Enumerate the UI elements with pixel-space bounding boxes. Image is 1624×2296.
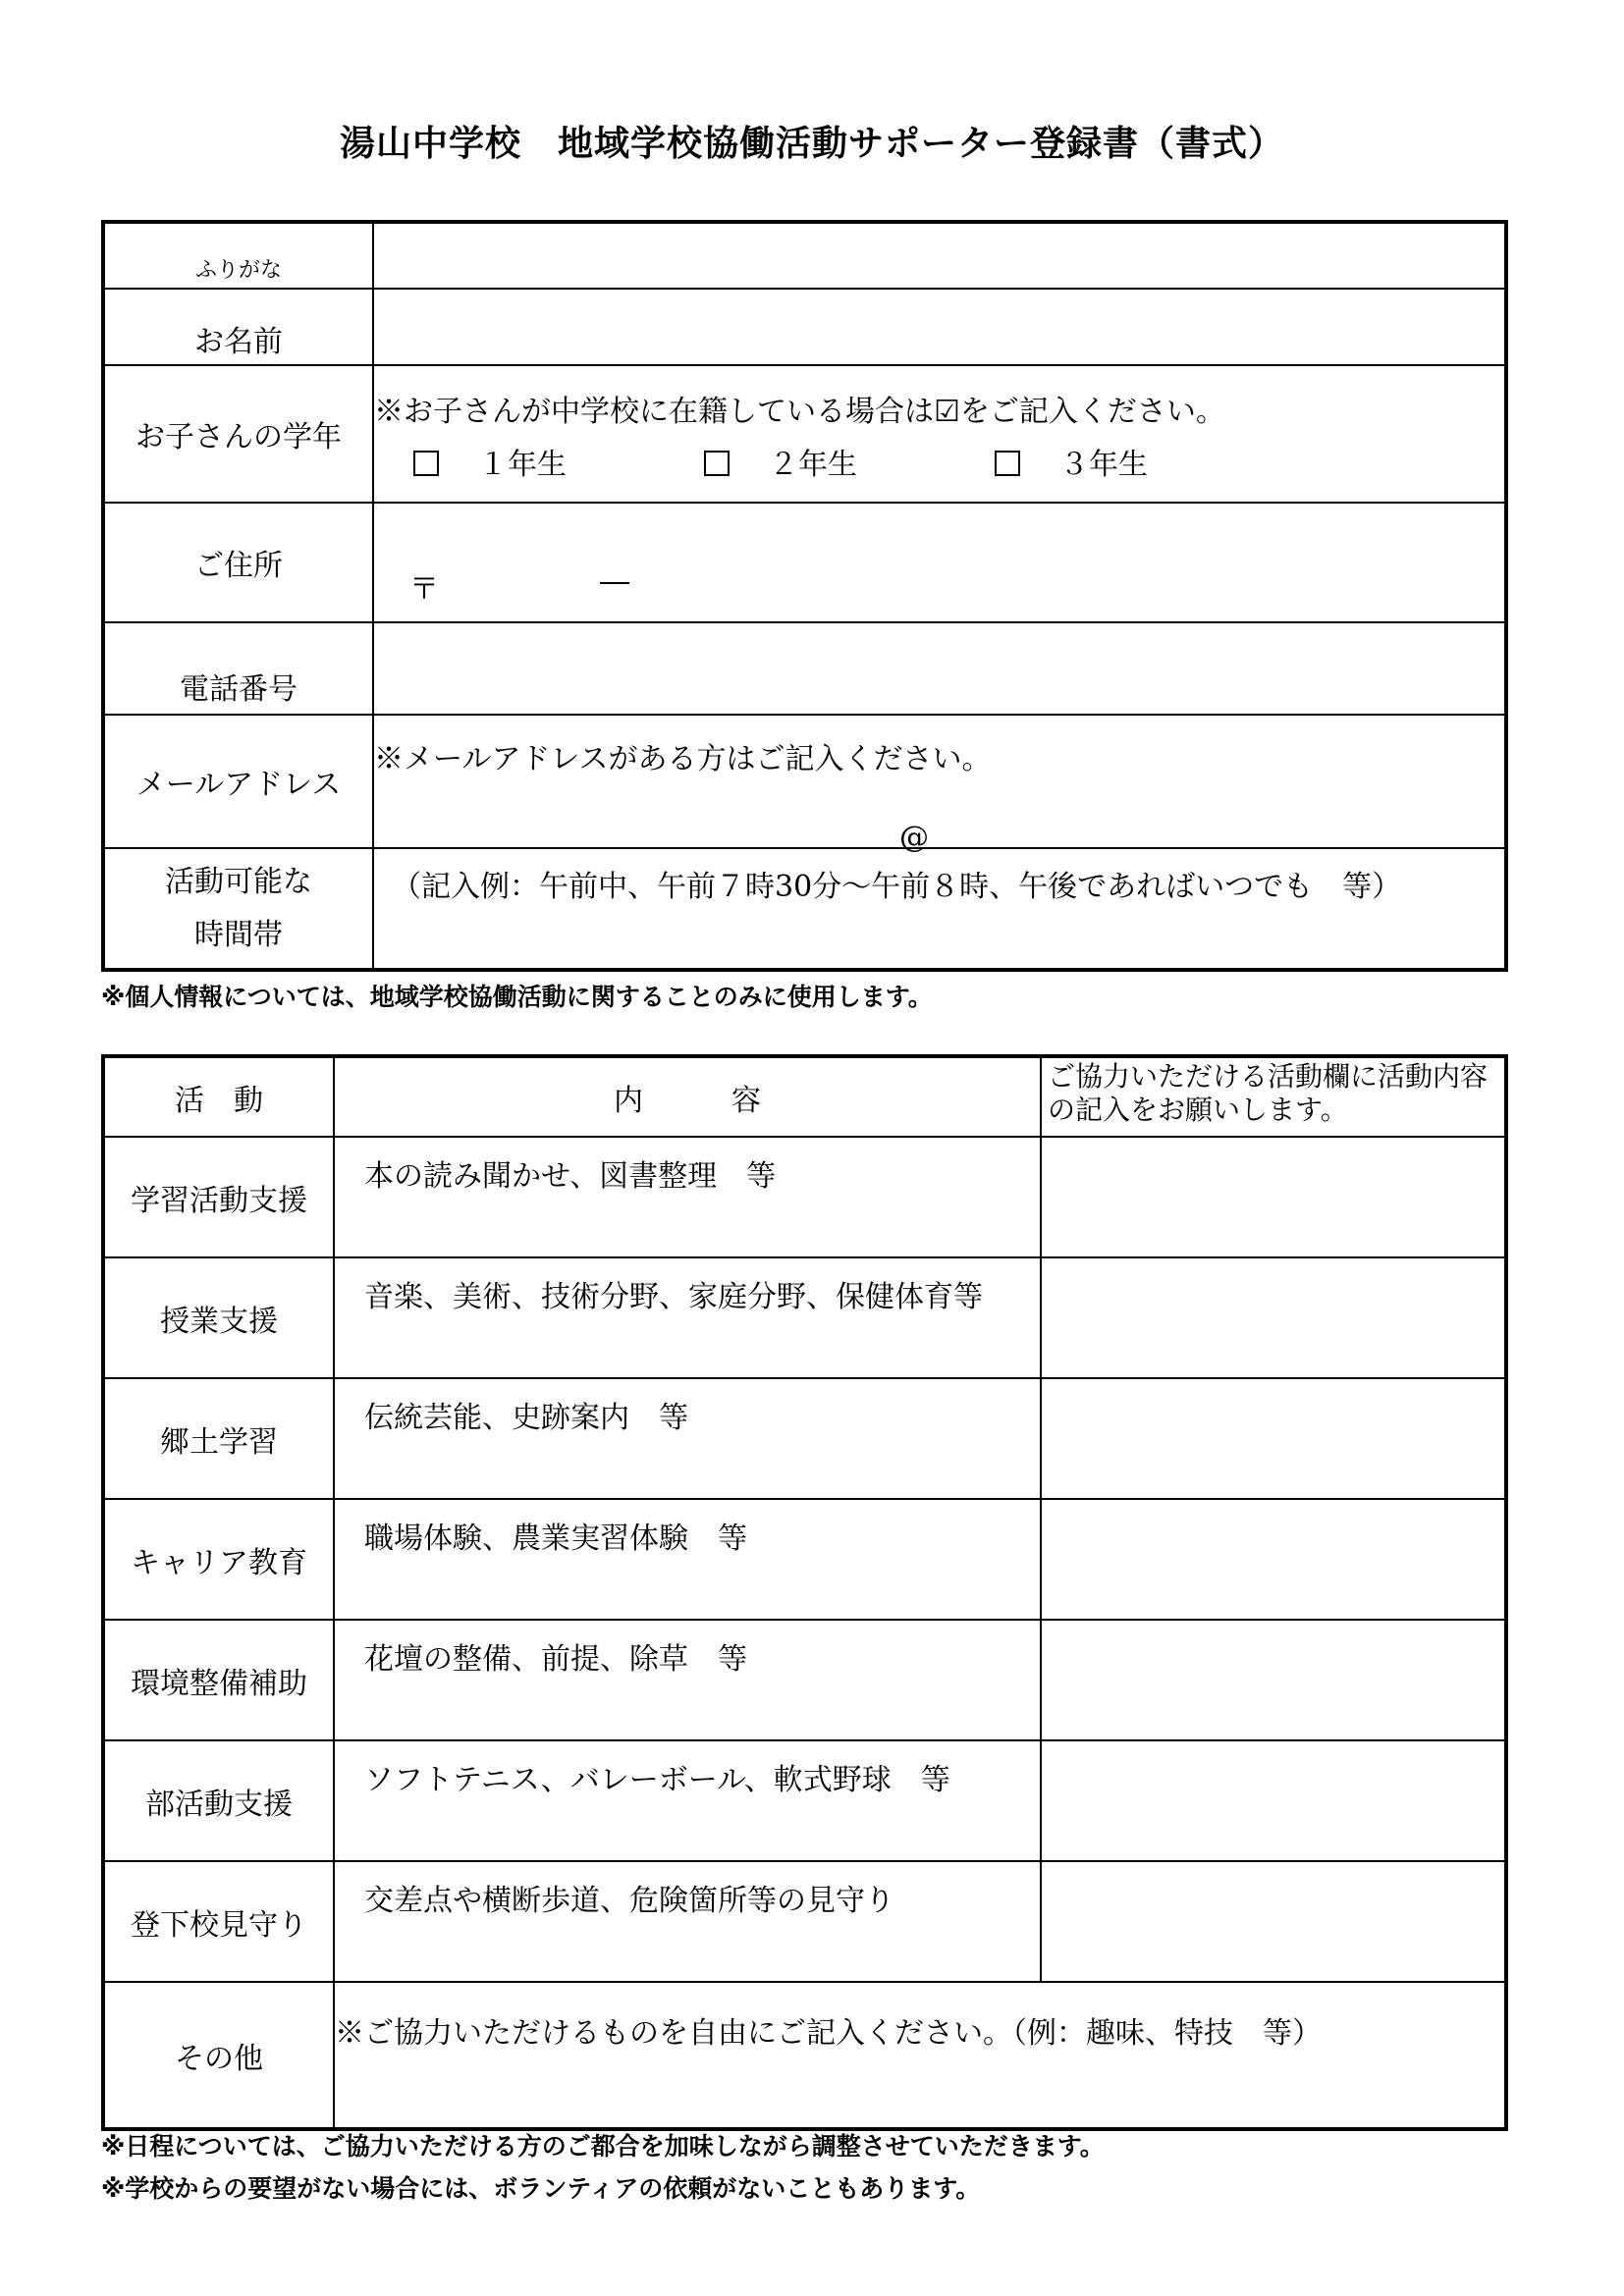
activity-label: 環境整備補助 (103, 1620, 334, 1740)
table-row (103, 1137, 1506, 1257)
table-row (103, 1982, 1506, 2129)
activity-entry-field[interactable] (1041, 1378, 1506, 1499)
activity-entry-field[interactable] (1041, 1499, 1506, 1620)
footer-note-schedule: ※日程については、ご協力いただける方のご都合を加味しながら調整させていただきます。 (101, 2132, 1105, 2161)
table-row (103, 1620, 1506, 1740)
activity-content: 伝統芸能、史跡案内 等 (334, 1378, 1041, 1499)
address-field[interactable] (373, 503, 1506, 622)
footer-note-request: ※学校からの要望がない場合には、ボランティアの依頼がないこともあります。 (101, 2174, 981, 2203)
activity-entry-field[interactable] (1041, 1257, 1506, 1378)
time-label: 活動可能な 時間帯 (103, 848, 373, 970)
activity-label: 学習活動支援 (103, 1137, 334, 1257)
header-content: 内 容 (334, 1056, 1041, 1137)
name-label: お名前 (103, 289, 373, 365)
activity-label: キャリア教育 (103, 1499, 334, 1620)
grade-label: お子さんの学年 (103, 365, 373, 503)
activity-content: 花壇の整備、前提、除草 等 (334, 1620, 1041, 1740)
other-label: その他 (103, 1982, 334, 2129)
activity-content: 職場体験、農業実習体験 等 (334, 1499, 1041, 1620)
email-field[interactable] (373, 715, 1506, 855)
grade-field (373, 365, 1506, 503)
activity-label: 登下校見守り (103, 1861, 334, 1982)
other-field[interactable] (334, 1982, 1506, 2129)
at-mark: @ (899, 821, 929, 855)
activity-content: ソフトテニス、バレーボール、軟式野球 等 (334, 1740, 1041, 1861)
header-activity: 活 動 (103, 1056, 334, 1137)
table-row (103, 1378, 1506, 1499)
postal-mark: 〒 (409, 572, 439, 607)
time-field[interactable] (373, 848, 1506, 970)
name-field[interactable] (373, 289, 1506, 365)
email-label: メールアドレス (103, 715, 373, 848)
furigana-field[interactable] (373, 222, 1506, 289)
activity-label: 授業支援 (103, 1257, 334, 1378)
checked-box-icon: ☑ (934, 395, 960, 429)
activity-label: 郷土学習 (103, 1378, 334, 1499)
table-row (103, 1499, 1506, 1620)
checkbox-icon[interactable] (413, 451, 439, 476)
phone-label: 電話番号 (103, 622, 373, 715)
grade-option-2[interactable]: ２年生 (704, 440, 857, 483)
activity-entry-field[interactable] (1041, 1861, 1506, 1982)
registration-form-table (101, 220, 1508, 972)
checkbox-icon[interactable] (995, 451, 1020, 476)
activity-entry-field[interactable] (1041, 1740, 1506, 1861)
postal-dash: ― (600, 564, 629, 599)
activity-content: 本の読み聞かせ、図書整理 等 (334, 1137, 1041, 1257)
activity-label: 部活動支援 (103, 1740, 334, 1861)
phone-field[interactable] (373, 622, 1506, 715)
time-example: （記入例：午前中、午前７時30分～午前８時、午後であればいつでも 等） (392, 869, 1402, 904)
activities-table (101, 1054, 1508, 2131)
checkbox-icon[interactable] (704, 451, 730, 476)
address-label: ご住所 (103, 503, 373, 622)
page-title: 湯山中学校 地域学校協働活動サポーター登録書（書式） (339, 124, 1284, 164)
table-row (103, 1257, 1506, 1378)
activity-entry-field[interactable] (1041, 1620, 1506, 1740)
table-row (103, 1861, 1506, 1982)
grade-option-3[interactable]: ３年生 (995, 440, 1148, 483)
activity-entry-field[interactable] (1041, 1137, 1506, 1257)
other-note: ※ご協力いただけるものを自由にご記入ください。（例：趣味、特技 等） (335, 2015, 1322, 2051)
privacy-note: ※個人情報については、地域学校協働活動に関することのみに使用します。 (101, 983, 933, 1011)
grade-note: ※お子さんが中学校に在籍している場合は☑をご記入ください。 (374, 395, 1225, 429)
email-note: ※メールアドレスがある方はご記入ください。 (374, 742, 992, 776)
activity-content: 音楽、美術、技術分野、家庭分野、保健体育等 (334, 1257, 1041, 1378)
table-row (103, 1740, 1506, 1861)
grade-option-1[interactable]: １年生 (413, 440, 567, 483)
furigana-label: ふりがな (103, 222, 373, 289)
grade-options (374, 440, 1148, 483)
header-entry: ご協力いただける活動欄に活動内容の記入をお願いします。 (1041, 1056, 1506, 1137)
activity-content: 交差点や横断歩道、危険箇所等の見守り (334, 1861, 1041, 1982)
